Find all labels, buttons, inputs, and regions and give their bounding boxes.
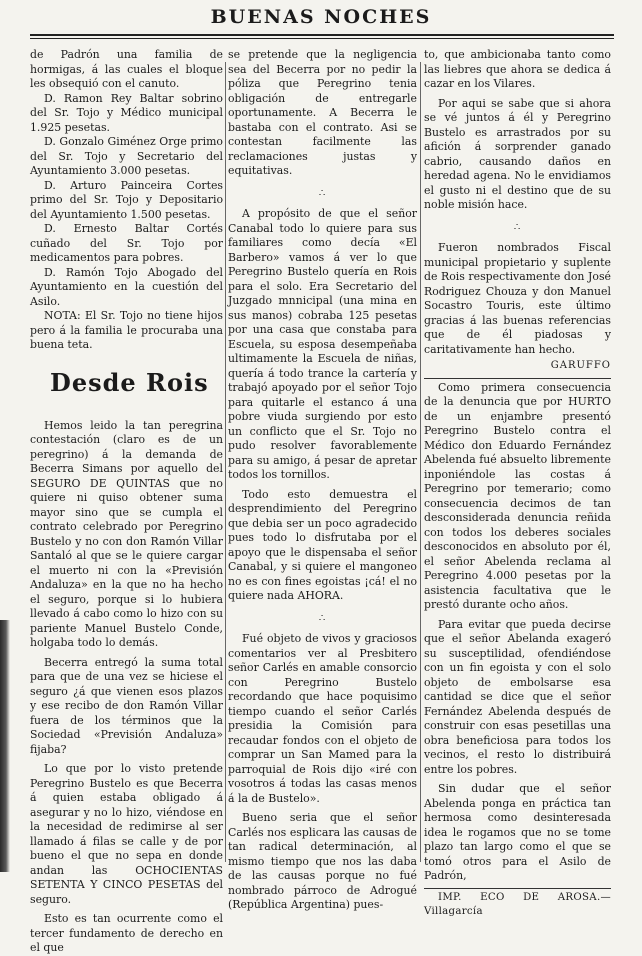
paragraph: A propósito de que el señor Canabal todo lo quiere para sus familiares como decía «El Barbero» vamos á ver lo que Peregrino Bustelo quería en Rois para el solo. Era Secretario del Juzgado mnnicipal (una mina en sus manos) cobraba 125 pesetas por una casa que constaba para Escuela, su esposa desempeñaba ultimamente la Escuela de niñas, quería á todo trance la cartería y trabajó apoyado por el señor Tojo para quitarle el estanco á una pobre viuda surgiendo por esto un conflicto que el Sr. Tojo no pudo resolver favorablemente para su amigo, á pesar de apretar todos los tornillos. bbox=[228, 207, 417, 481]
section-separator: ∴ bbox=[513, 221, 522, 233]
column-1 bbox=[30, 48, 223, 956]
paragraph: Becerra entregó la suma total para que de una vez se hiciese el seguro ¿á que vienen esos plazos y ese recibo de don Ramón Villar fuera de los términos que la Sociedad «Previsión Andaluza» fijaba? bbox=[30, 655, 223, 756]
column-2 bbox=[228, 48, 417, 913]
section-separator: ∴ bbox=[318, 612, 327, 624]
column-divider bbox=[225, 62, 226, 862]
divider bbox=[424, 888, 611, 889]
signature: GARUFFO bbox=[550, 360, 611, 371]
binding-shadow bbox=[0, 620, 10, 872]
section-heading: Desde Rois bbox=[50, 367, 209, 397]
paragraph: Esto es tan ocurrente como el tercer fundamento de derecho en el que bbox=[30, 912, 223, 954]
paragraph: se pretende que la negligencia sea del Becerra por no pedir la póliza que Peregrino tenia obligación de entregarle oportunamente. A Becerra le bastaba con el contrato. Asi se contestan facilmente las reclamaciones justas y equitativas. bbox=[228, 48, 417, 177]
column-3 bbox=[424, 48, 611, 920]
paragraph: Sin dudar que el señor Abelenda ponga en práctica tan hermosa como desinteresada idea le rogamos que no se tome plazo tan largo como el que se tomó otros para el Asilo de Padrón, bbox=[424, 782, 611, 882]
imprint: IMP. ECO DE AROSA.—Villagarcía bbox=[424, 891, 611, 917]
paragraph: D. Ramon Rey Baltar sobrino del Sr. Tojo y Médico municipal 1.925 pesetas. bbox=[30, 91, 223, 134]
paragraph: Por aqui se sabe que si ahora se vé juntos á él y Peregrino Bustelo es arrastrados por su afición á sorprender ganado cabrio, causando daños en heredad agena. No le envidiamos el gusto ni el destino que de su noble misión hace. bbox=[424, 96, 611, 211]
section-separator: ∴ bbox=[318, 187, 327, 199]
paragraph: D. Arturo Painceira Cortes primo del Sr. Tojo y Depositario del Ayuntamiento 1.500 pesetas. bbox=[30, 178, 223, 221]
paragraph: Lo que por lo visto pretende Peregrino Bustelo es que Becerra á quien estaba obligado á asegurar y no lo hizo, viéndose en la necesidad de redimirse al ser llamado á filas se calle y de por bueno el que no sepa en donde andan las OCHOCIENTAS SETENTA Y CINCO PESETAS del seguro. bbox=[30, 762, 223, 906]
masthead: BUENAS NOCHES bbox=[210, 6, 432, 28]
paragraph: Fueron nombrados Fiscal municipal propietario y suplente de Rois respectivamente don José Rodriguez Chouza y don Manuel Socastro Touris, este último gracias á las buenas referencias que de él piadosas y caritativamente han hecho. bbox=[424, 241, 611, 356]
divider bbox=[424, 378, 611, 379]
masthead-rule-thin bbox=[30, 38, 614, 39]
paragraph: de Padrón una familia de hormigas, á las cuales el bloque les obsequió con el canuto. bbox=[30, 48, 223, 90]
paragraph: D. Ernesto Baltar Cortés cuñado del Sr. Tojo por medicamentos para pobres. bbox=[30, 222, 223, 264]
paragraph: to, que ambicionaba tanto como las liebres que ahora se dedica á cazar en los Vilares. bbox=[424, 48, 611, 90]
masthead-rule bbox=[30, 34, 614, 36]
paragraph: D. Ramón Tojo Abogado del Ayuntamiento en la cuestión del Asilo. bbox=[30, 265, 223, 308]
paragraph: Como primera consecuencia de la denuncia que por HURTO de un enjambre presentó Peregrino Bustelo contra el Médico don Eduardo Fernández Abelenda fué absuelto libremente inponiéndole las costas á Peregrino por temerario; como consecuencia decimos de tan desconsiderada denuncia reñida con todos los deberes sociales desconocidos en absoluto por él, el señor Abelenda reclama al Peregrino 4.000 pesetas por la asistencia facultativa que le prestó durante ocho años. bbox=[424, 380, 611, 611]
column-divider bbox=[420, 62, 421, 862]
paragraph: Bueno seria que el señor Carlés nos esplicara las causas de tan radical determinación, al mismo tiempo que nos las daba de las causas porque no fué nombrado párroco de Adrogué (República Argentina) pues- bbox=[228, 811, 417, 911]
paragraph: Todo esto demuestra el desprendimiento del Peregrino que debia ser un poco agradecido pues todo lo disfrutaba por el apoyo que le dispensaba el señor Canabal, y si quiere el mangoneo no es con fines egoistas ¡cá! el no quiere nada AHORA. bbox=[228, 487, 417, 602]
paragraph: Para evitar que pueda decirse que el señor Abelanda exageró su susceptilidad, ofendiéndose con un fin egoista y con el solo objeto de embolsarse esa cantidad se dice que el señor Fernández Abelenda después de construir con esas pesetillas una obra beneficiosa para todos los vecinos, el resto lo distribuirá entre los pobres. bbox=[424, 617, 611, 776]
note-paragraph: NOTA: El Sr. Tojo no tiene hijos pero á la familia le procuraba una buena teta. bbox=[30, 309, 223, 351]
paragraph: D. Gonzalo Giménez Orge primo del Sr. Tojo y Secretario del Ayuntamiento 3.000 pesetas. bbox=[30, 135, 223, 177]
paragraph: Hemos leido la tan peregrina contestación (claro es de un peregrino) á la demanda de Becerra Simans por aquello del SEGURO DE QUINTAS que no quiere ni quiso obtener suma mayor sino que se cumpla el contrato celebrado por Peregrino Bustelo y no con don Ramón Villar Santaló al que se le quiere cargar el muerto ni con la «Previsión Andaluza» en la que no ha hecho el seguro, porque si lo hubiera llevado á cabo como lo hizo con su pariente Manuel Bustelo Conde, holgaba todo lo demás. bbox=[30, 418, 223, 649]
paragraph: Fué objeto de vivos y graciosos comentarios ver al Presbitero señor Carlés en amable consorcio con Peregrino Bustelo recordando que hace poquisimo tiempo cuando el señor Carlés presidia la Comisión para recaudar fondos con el objeto de comprar un San Mamed para la parroquial de Rois dijo «iré con vosotros á todas las casas menos á la de Bustelo». bbox=[228, 632, 417, 805]
